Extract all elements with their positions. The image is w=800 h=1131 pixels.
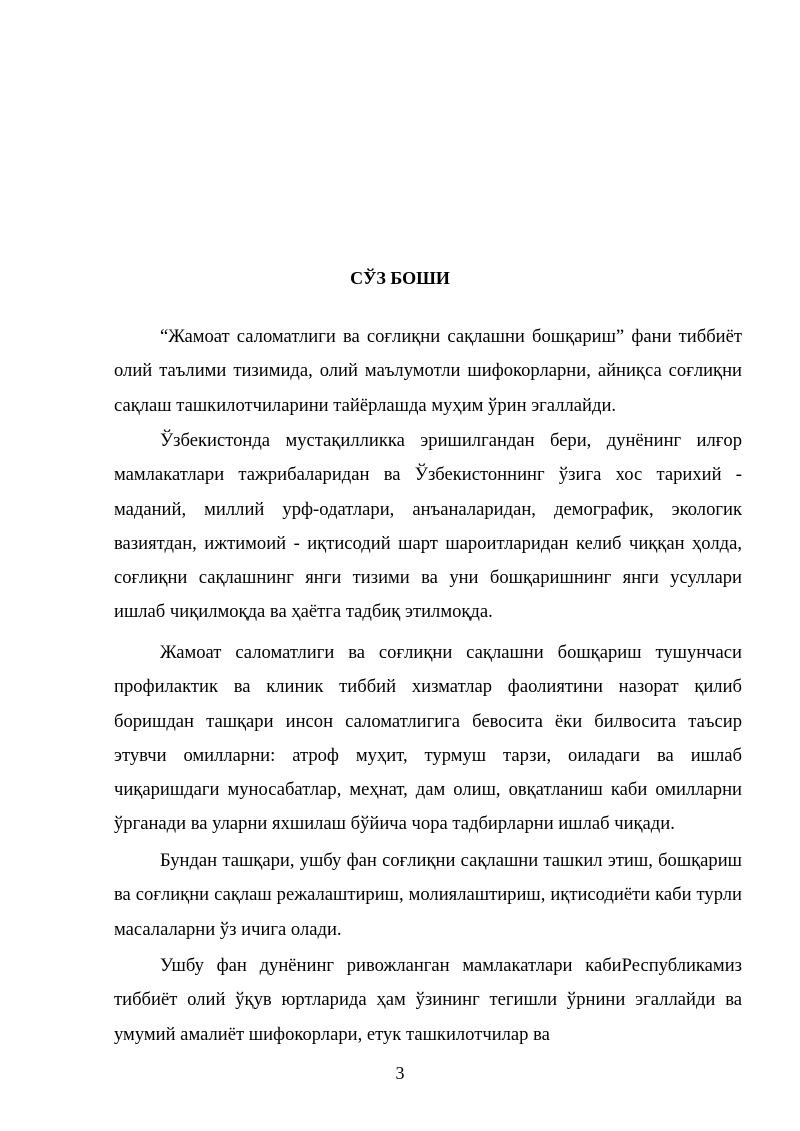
page-number: 3 xyxy=(395,1063,405,1083)
paragraph-1: “Жамоат саломатлиги ва соғлиқни сақлашни бошқариш” фани тиббиёт олий таълими тизимида, олий маълумотли шифокорларни, айниқса соғлиқни сақлаш ташкилотчиларини тайёрлашда муҳим ўрин эгаллайди. xyxy=(114,326,742,416)
paragraph-5: Ушбу фан дунёнинг ривожланган мамлакатлари кабиРеспубликамиз тиббиёт олий ўқув юртларида ҳам ўзининг тегишли ўрнини эгаллайди ва умумий амалиёт шифокорлари, етук ташкилотчилар ва xyxy=(114,955,742,1045)
paragraph-3: Жамоат саломатлиги ва соғлиқни сақлашни бошқариш тушунчаси профилактик ва клиник тиббий хизматлар фаолиятини назорат қилиб боришдан ташқари инсон саломатлигига бевосита ёки билвосита таъсир этувчи омилларни: атроф муҳит, турмуш тарзи, оиладаги ва ишлаб чиқаришдаги муносабатлар, меҳнат, дам олиш, овқатланиш каби омилларни ўрганади ва уларни яхшилаш бўйича чора тадбирларни ишлаб чиқади. xyxy=(114,642,742,835)
paragraph-2: Ўзбекистонда мустақилликка эришилгандан бери, дунёнинг илғор мамлакатлари тажрибаларидан ва Ўзбекистоннинг ўзига хос тарихий - маданий, миллий урф-одатлари, анъаналаридан, демографик, экологик вазиятдан, ижтимоий - иқтисодий шарт шароитларидан келиб чиққан ҳолда, соғлиқни сақлашнинг янги тизими ва уни бошқаришнинг янги усуллари ишлаб чиқилмоқда ва ҳаётга тадбиқ этилмоқда. xyxy=(114,430,742,623)
paragraph-4: Бундан ташқари, ушбу фан соғлиқни сақлашни ташкил этиш, бошқариш ва соғлиқни сақлаш режалаштириш, молиялаштириш, иқтисодиёти каби турли масалаларни ўз ичига олади. xyxy=(114,850,742,940)
page-title: СЎЗ БОШИ xyxy=(350,268,450,288)
